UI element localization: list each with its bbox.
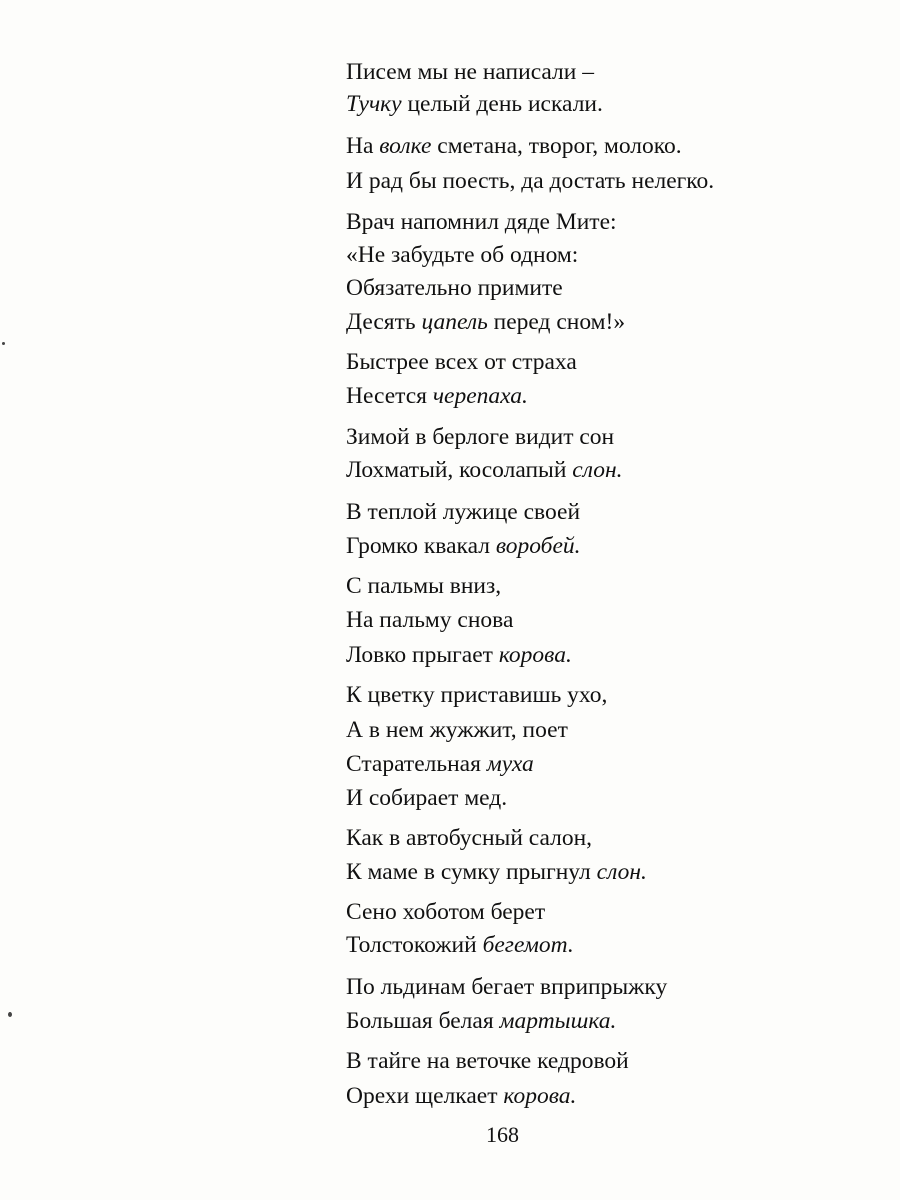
- line-text: И собирает мед.: [346, 785, 508, 811]
- poem-line: [346, 973, 667, 1001]
- line-text: Лохматый, косолапый: [346, 457, 573, 483]
- poem-line: [346, 132, 682, 160]
- line-text: Десять: [346, 309, 422, 335]
- line-text: «Не забудьте об одном:: [346, 242, 579, 268]
- line-text: Орехи щелкает: [346, 1083, 504, 1109]
- line-text: К цветку приставишь ухо,: [346, 682, 608, 708]
- scan-speck: [8, 1012, 12, 1017]
- line-text: Старательная: [346, 751, 487, 777]
- line-text: перед сном!»: [487, 309, 626, 335]
- italic-word: муха: [486, 751, 534, 777]
- poem-line: [346, 858, 647, 886]
- poem-line: [346, 1082, 576, 1110]
- poem-line: [346, 681, 607, 709]
- line-text: сметана, творог, молоко.: [431, 133, 682, 159]
- poem-line: [346, 308, 625, 336]
- line-text: Толстокожий: [346, 932, 483, 958]
- line-text: По льдинам бегает вприпрыжку: [346, 974, 668, 1000]
- italic-word: корова.: [498, 642, 572, 668]
- poem-line: [346, 784, 507, 812]
- poem-line: [346, 572, 501, 600]
- line-text: Громко квакал: [346, 533, 496, 559]
- poem-line: [346, 348, 577, 376]
- line-text: К маме в сумку прыгнул: [346, 859, 597, 885]
- poem-line: [346, 423, 614, 451]
- italic-word: волке: [379, 133, 432, 159]
- poem-line: [346, 824, 592, 852]
- poem-line: [346, 1007, 616, 1035]
- italic-word: корова.: [503, 1083, 577, 1109]
- line-text: Как в автобусный салон,: [346, 825, 593, 851]
- line-text: Ловко прыгает: [346, 642, 499, 668]
- line-text: Быстрее всех от страха: [346, 349, 577, 375]
- poem-line: [346, 750, 534, 778]
- italic-word: черепаха.: [432, 383, 528, 409]
- italic-word: мартышка.: [499, 1008, 617, 1034]
- line-text: Несется: [346, 383, 433, 409]
- line-text: Большая белая: [346, 1008, 500, 1034]
- poem-line: [346, 208, 617, 236]
- line-text: Обязательно примите: [346, 275, 563, 301]
- line-text: С пальмы вниз,: [346, 573, 502, 599]
- poem-line: [346, 58, 594, 86]
- line-text: На: [346, 133, 380, 159]
- line-text: целый день искали.: [401, 91, 603, 117]
- italic-word: Тучку: [346, 91, 402, 117]
- poem-line: [346, 241, 578, 269]
- poem-line: [346, 382, 528, 410]
- line-text: Зимой в берлоге видит сон: [346, 424, 615, 450]
- poem-line: [346, 532, 581, 560]
- italic-word: слон.: [572, 457, 623, 483]
- italic-word: слон.: [596, 859, 647, 885]
- italic-word: цапель: [421, 309, 488, 335]
- line-text: Писем мы не написали –: [346, 59, 594, 85]
- line-text: А в нем жужжит, поет: [346, 717, 568, 743]
- poem-line: [346, 498, 580, 526]
- line-text: Сено хоботом берет: [346, 899, 546, 925]
- poem-line: [346, 167, 714, 195]
- line-text: В тайге на веточке кедровой: [346, 1048, 629, 1074]
- poem-line: [346, 456, 623, 484]
- line-text: И рад бы поесть, да достать нелегко.: [346, 168, 715, 194]
- page-number: 168: [486, 1122, 519, 1147]
- poem-line: [346, 274, 563, 302]
- scan-speck: [2, 342, 5, 345]
- poem-line: [346, 606, 513, 634]
- poem-line: [346, 898, 545, 926]
- poem-line: [346, 1047, 629, 1075]
- poem-line: [346, 90, 603, 118]
- line-text: На пальму снова: [346, 607, 514, 633]
- poem-line: [346, 716, 568, 744]
- italic-word: бегемот.: [482, 932, 574, 958]
- poem-line: [346, 641, 572, 669]
- line-text: Врач напомнил дяде Мите:: [346, 209, 617, 235]
- poem-line: [346, 931, 574, 959]
- line-text: В теплой лужице своей: [346, 499, 581, 525]
- italic-word: воробей.: [495, 533, 581, 559]
